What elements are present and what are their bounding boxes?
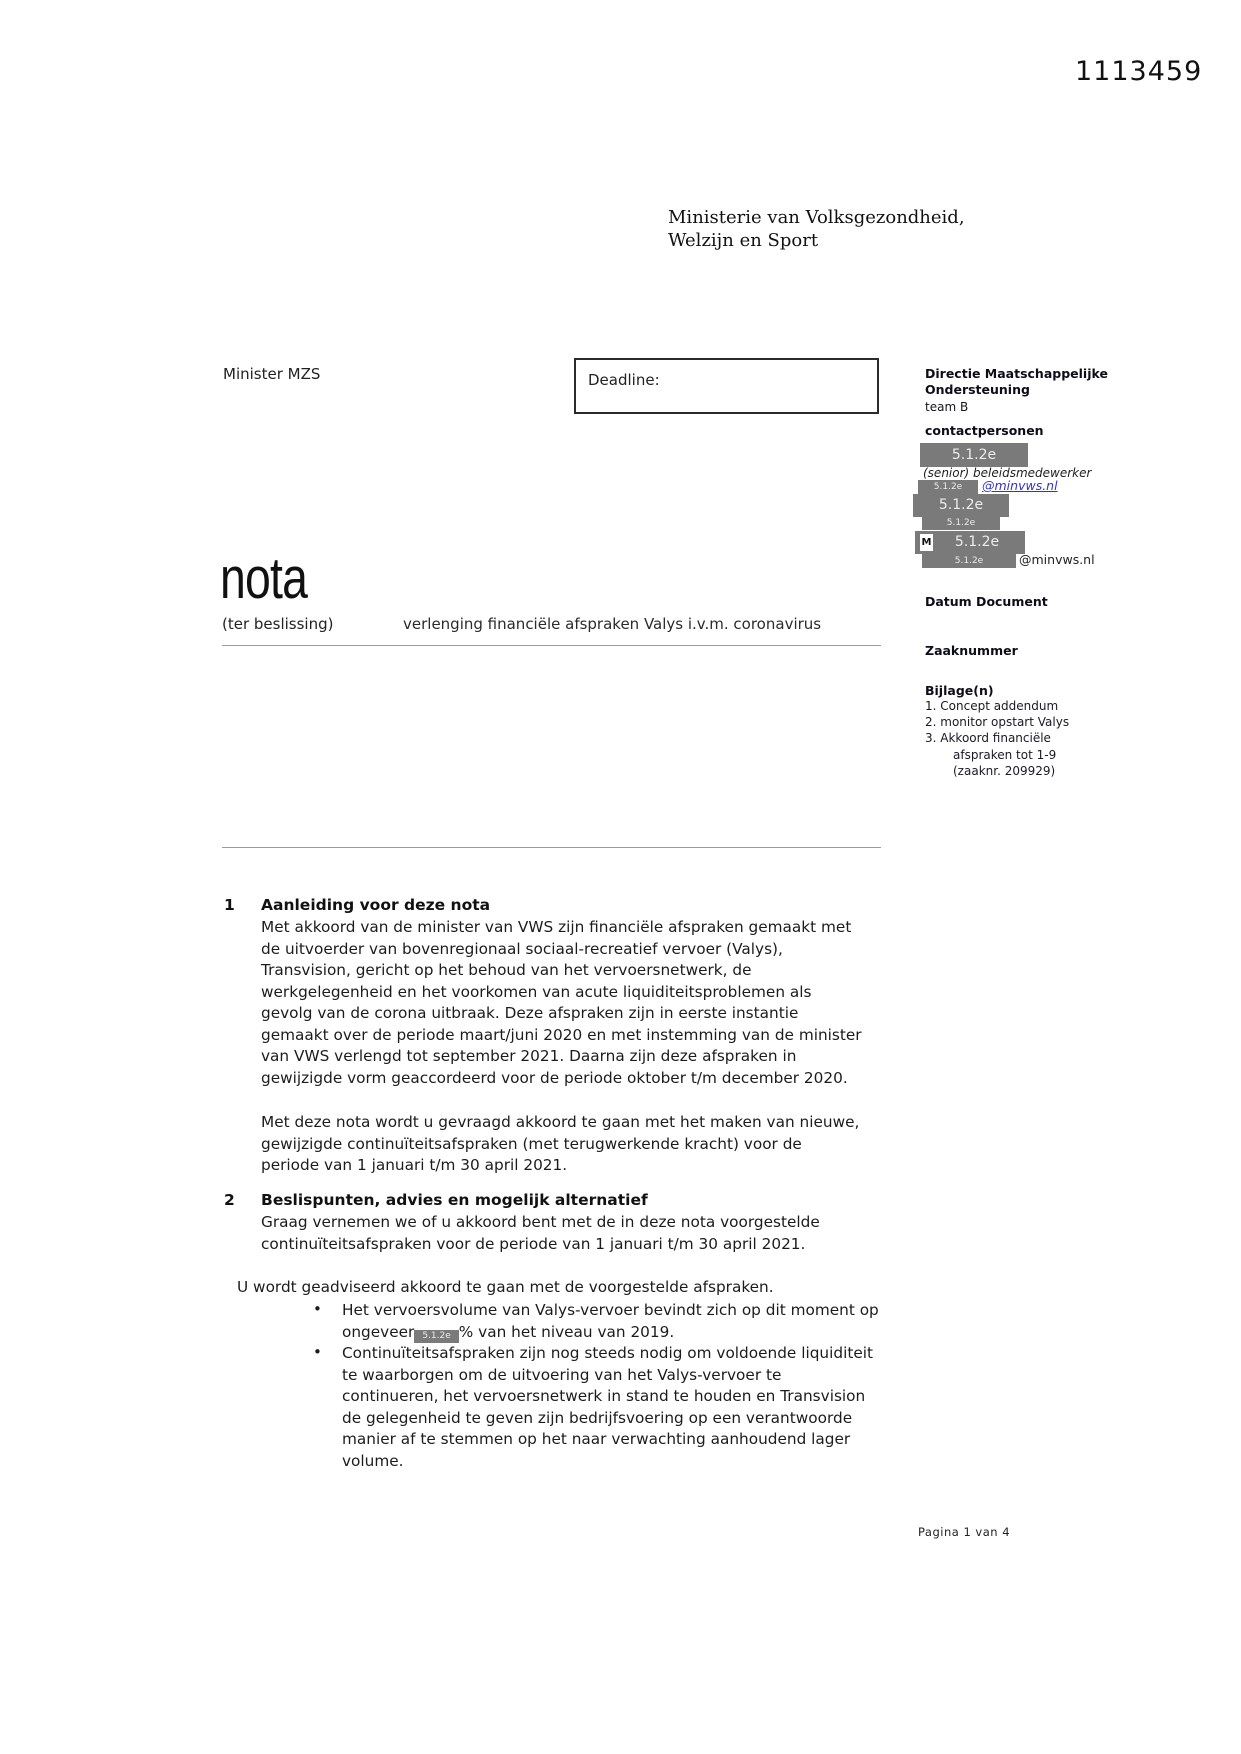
redaction-box-email-prefix-2: 5.1.2e — [922, 554, 1016, 568]
ministry-line1: Ministerie van Volksgezondheid, — [668, 207, 965, 228]
document-stamp-number: 1113459 — [1075, 56, 1203, 87]
email-link: @minvws.nl — [982, 478, 1058, 493]
contactpersonen-header: contactpersonen — [925, 423, 1044, 438]
divider-line — [222, 645, 881, 646]
bijlage-header: Bijlage(n) — [925, 683, 994, 698]
contact-role: (senior) beleidsmedewerker — [923, 466, 1092, 480]
bullet2-text: Continuïteitsafspraken zijn nog steeds nodig om voldoende liquiditeit te waarborgen om de uitvoering van het Valys-vervoer te continueren, het vervoersnetwerk in stand te houden en Transvision de gelegenheid te geven zijn bedrijfsvoering op een verantwoorde manier af te stemmen op het naar verwachting aanhoudend lager volume. — [342, 1344, 873, 1470]
bijlage-item-continuation: afspraken tot 1-9 — [953, 747, 1057, 762]
bullet1-line2: ongeveer 5.1.2e % van het niveau van 2019. — [342, 1322, 675, 1341]
document-type-title: nota — [220, 546, 308, 611]
ministry-wordmark — [668, 206, 965, 252]
redaction-chip-inline: 5.1.2e — [414, 1330, 458, 1343]
bijlage-list — [925, 698, 1069, 779]
addressee: Minister MZS — [223, 365, 321, 383]
bijlage-item: 1. Concept addendum — [925, 699, 1059, 713]
bullet1-text: Het vervoersvolume van Valys-vervoer bevindt zich op dit moment op ongeveer 5.1.2e % van het niveau van 2019. — [342, 1300, 879, 1343]
directie-header: Directie Maatschappelijke Ondersteuning — [925, 366, 1108, 397]
redaction-box-name-2: 5.1.2e — [913, 494, 1009, 517]
document-subject: verlenging financiële afspraken Valys i.v.m. coronavirus — [403, 615, 822, 633]
zaaknummer-header: Zaaknummer — [925, 643, 1018, 658]
bijlage-item: 2. monitor opstart Valys — [925, 715, 1070, 730]
redaction-box-phone: 5.1.2e — [922, 517, 1000, 530]
section1-number: 1 — [224, 896, 235, 914]
section1-paragraph1: Met akkoord van de minister van VWS zijn financiële afspraken gemaakt met de uitvoerder van bovenregionaal sociaal-recreatief vervoer (Valys), Transvision, gericht op het behoud van het vervoersnetwerk, de werkgelegenheid en het voorkomen van acute liquiditeitsproblemen als gevolg van de corona uitbraak. Deze afspraken zijn in eerste instantie gemaakt over de periode maart/juni 2020 en met instemming van de minister van VWS verlengd tot september 2021. Daarna zijn deze afspraken in gewijzigde vorm geaccordeerd voor de periode oktober t/m december 2020. — [261, 918, 862, 1087]
section2-paragraph1: Graag vernemen we of u akkoord bent met de in deze nota voorgestelde continuïteitsafspraken voor de periode van 1 januari t/m 30 april 2021. — [261, 1213, 820, 1253]
ministry-line2: Welzijn en Sport — [668, 230, 819, 251]
section2-number: 2 — [224, 1191, 235, 1209]
redaction-box-name-3: 5.1.2e — [915, 531, 1025, 554]
redaction-box-name-1: 5.1.2e — [920, 443, 1028, 467]
bijlage-item-continuation: (zaaknr. 209929) — [953, 763, 1056, 778]
mobile-prefix-label: M — [920, 534, 933, 551]
section1-heading: Aanleiding voor deze nota — [261, 896, 491, 914]
page-footer: Pagina 1 van 4 — [918, 1525, 1011, 1539]
email-domain-text: @minvws.nl — [1019, 552, 1095, 567]
bullet-marker: • — [313, 1300, 322, 1318]
datum-document-header: Datum Document — [925, 594, 1048, 609]
bijlage-item: 3. Akkoord financiële — [925, 731, 1051, 746]
team-label: team B — [925, 400, 969, 414]
redaction-box-email-prefix-1: 5.1.2e — [918, 480, 978, 494]
divider-line — [222, 847, 881, 848]
document-subtitle: (ter beslissing) — [222, 615, 334, 633]
advice-line: U wordt geadviseerd akkoord te gaan met de voorgestelde afspraken. — [237, 1278, 774, 1296]
section2-heading: Beslispunten, advies en mogelijk alternatief — [261, 1191, 648, 1209]
bullet-marker: • — [313, 1343, 322, 1361]
deadline-label: Deadline: — [588, 371, 660, 389]
section1-paragraph2: Met deze nota wordt u gevraagd akkoord te gaan met het maken van nieuwe, gewijzigde continuïteitsafspraken (met terugwerkende kracht) voor de periode van 1 januari t/m 30 april 2021. — [261, 1113, 860, 1174]
